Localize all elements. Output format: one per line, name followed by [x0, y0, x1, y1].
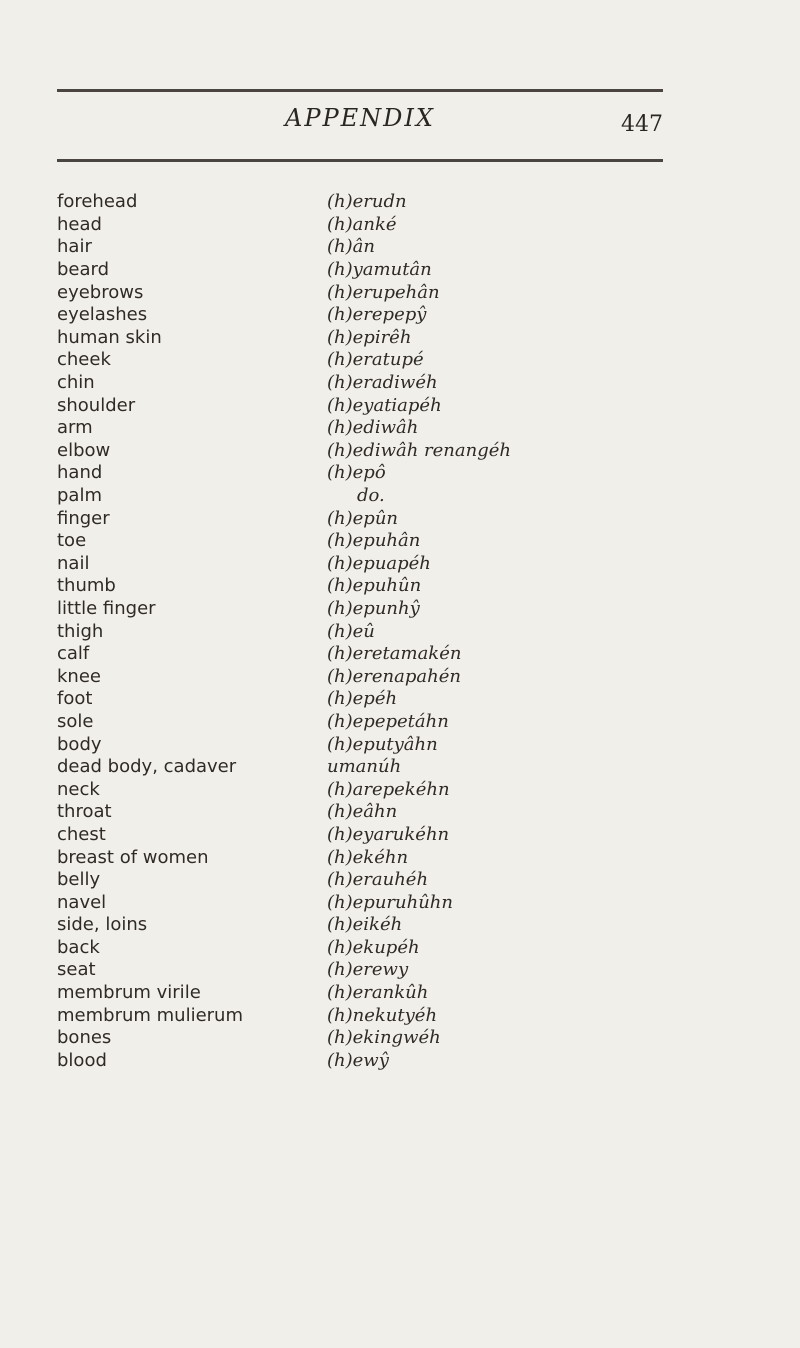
native-term: (h)anké [327, 213, 397, 235]
english-term: foot [57, 688, 93, 710]
vocabulary-row [57, 598, 757, 621]
page-number: 447 [621, 112, 663, 137]
vocabulary-row [57, 191, 757, 214]
english-term: back [57, 936, 100, 958]
english-term: thigh [57, 620, 104, 642]
native-term: (h)epéh [327, 688, 398, 710]
english-term: forehead [57, 191, 138, 213]
english-term: cheek [57, 349, 111, 371]
native-term: (h)eâhn [327, 801, 398, 823]
english-term: nail [57, 552, 90, 574]
vocabulary-row [57, 575, 757, 598]
native-term: (h)epuapéh [327, 552, 431, 574]
native-term: (h)eradiwéh [327, 372, 438, 394]
english-term: neck [57, 778, 100, 800]
english-term: bones [57, 1027, 112, 1049]
vocabulary-row [57, 801, 757, 824]
english-term: eyelashes [57, 304, 148, 326]
native-term: (h)ediwâh [327, 417, 419, 439]
english-term: chin [57, 372, 95, 394]
native-term: (h)epuhân [327, 530, 421, 552]
english-term: hand [57, 462, 103, 484]
english-term: thumb [57, 575, 116, 597]
vocabulary-row [57, 507, 757, 530]
english-term: head [57, 213, 102, 235]
vocabulary-row [57, 914, 757, 937]
vocabulary-row [57, 733, 757, 756]
native-term: (h)erupehân [327, 281, 440, 303]
native-term: (h)epunhŷ [327, 597, 420, 619]
vocabulary-row [57, 846, 757, 869]
vocabulary-row [57, 756, 757, 779]
vocabulary-row [57, 281, 757, 304]
native-term: (h)eratupé [327, 349, 424, 371]
native-term: (h)erudn [327, 191, 407, 213]
vocabulary-row [57, 485, 757, 508]
native-term: do. [357, 485, 385, 507]
vocabulary-row [57, 665, 757, 688]
english-term: little finger [57, 597, 156, 619]
vocabulary-row [57, 711, 757, 734]
native-term: (h)epuruhûhn [327, 891, 453, 913]
vocabulary-row [57, 1004, 757, 1027]
english-term: finger [57, 507, 110, 529]
native-term: (h)ân [327, 236, 375, 258]
english-term: knee [57, 665, 101, 687]
native-term: (h)ewŷ [327, 1049, 389, 1071]
vocabulary-row [57, 259, 757, 282]
english-term: toe [57, 530, 87, 552]
vocabulary-row [57, 394, 757, 417]
native-term: umanúh [327, 756, 402, 778]
vocabulary-row [57, 1027, 757, 1050]
english-term: membrum virile [57, 982, 201, 1004]
english-term: sole [57, 710, 94, 732]
native-term: (h)erepepŷ [327, 304, 427, 326]
english-term: blood [57, 1049, 107, 1071]
english-term: beard [57, 259, 110, 281]
english-term: palm [57, 485, 102, 507]
vocabulary-row [57, 553, 757, 576]
running-head: APPENDIX [285, 104, 435, 132]
english-term: eyebrows [57, 281, 144, 303]
english-term: navel [57, 891, 107, 913]
native-term: (h)epûn [327, 507, 398, 529]
vocabulary-row [57, 236, 757, 259]
english-term: membrum mulierum [57, 1004, 243, 1026]
native-term: (h)eretamakén [327, 643, 462, 665]
english-term: body [57, 733, 102, 755]
english-term: throat [57, 801, 112, 823]
english-term: breast of women [57, 846, 209, 868]
vocabulary-row [57, 214, 757, 237]
vocabulary-row [57, 462, 757, 485]
page-header [57, 104, 663, 144]
vocabulary-row [57, 620, 757, 643]
native-term: (h)eyarukéhn [327, 823, 450, 845]
vocabulary-row [57, 417, 757, 440]
english-term: shoulder [57, 394, 136, 416]
vocabulary-row [57, 869, 757, 892]
english-term: dead body, cadaver [57, 756, 237, 778]
native-term: (h)erenapahén [327, 665, 461, 687]
english-term: belly [57, 869, 101, 891]
bottom-rule [57, 159, 663, 162]
vocabulary-row [57, 304, 757, 327]
native-term: (h)eikéh [327, 914, 403, 936]
english-term: arm [57, 417, 93, 439]
vocabulary-row [57, 959, 757, 982]
native-term: (h)epô [327, 462, 386, 484]
native-term: (h)epuhûn [327, 575, 422, 597]
vocabulary-row [57, 891, 757, 914]
vocabulary-row [57, 327, 757, 350]
native-term: (h)eyatiapéh [327, 394, 442, 416]
english-term: seat [57, 959, 96, 981]
native-term: (h)ekupéh [327, 936, 420, 958]
vocabulary-row [57, 643, 757, 666]
vocabulary-row [57, 440, 757, 463]
native-term: (h)erewy [327, 959, 409, 981]
vocabulary-row [57, 937, 757, 960]
native-term: (h)epirêh [327, 326, 412, 348]
native-term: (h)nekutyéh [327, 1004, 438, 1026]
native-term: (h)erauhéh [327, 869, 429, 891]
native-term: (h)ediwâh renangéh [327, 439, 511, 461]
vocabulary-row [57, 530, 757, 553]
native-term: (h)eû [327, 620, 375, 642]
vocabulary-row [57, 1050, 757, 1073]
native-term: (h)arepekéhn [327, 778, 450, 800]
native-term: (h)yamutân [327, 259, 432, 281]
english-term: chest [57, 823, 106, 845]
english-term: elbow [57, 439, 111, 461]
top-rule [57, 89, 663, 92]
native-term: (h)epepetáhn [327, 710, 449, 732]
vocabulary-row [57, 688, 757, 711]
vocabulary-row [57, 982, 757, 1005]
english-term: hair [57, 236, 92, 258]
native-term: (h)ekéhn [327, 846, 409, 868]
english-term: calf [57, 643, 90, 665]
vocabulary-row [57, 778, 757, 801]
vocabulary-row [57, 349, 757, 372]
vocabulary-row [57, 372, 757, 395]
native-term: (h)ekingwéh [327, 1027, 441, 1049]
native-term: (h)erankûh [327, 982, 429, 1004]
english-term: side, loins [57, 914, 148, 936]
english-term: human skin [57, 326, 162, 348]
vocabulary-row [57, 824, 757, 847]
native-term: (h)eputyâhn [327, 733, 438, 755]
vocabulary-list [57, 191, 757, 1072]
